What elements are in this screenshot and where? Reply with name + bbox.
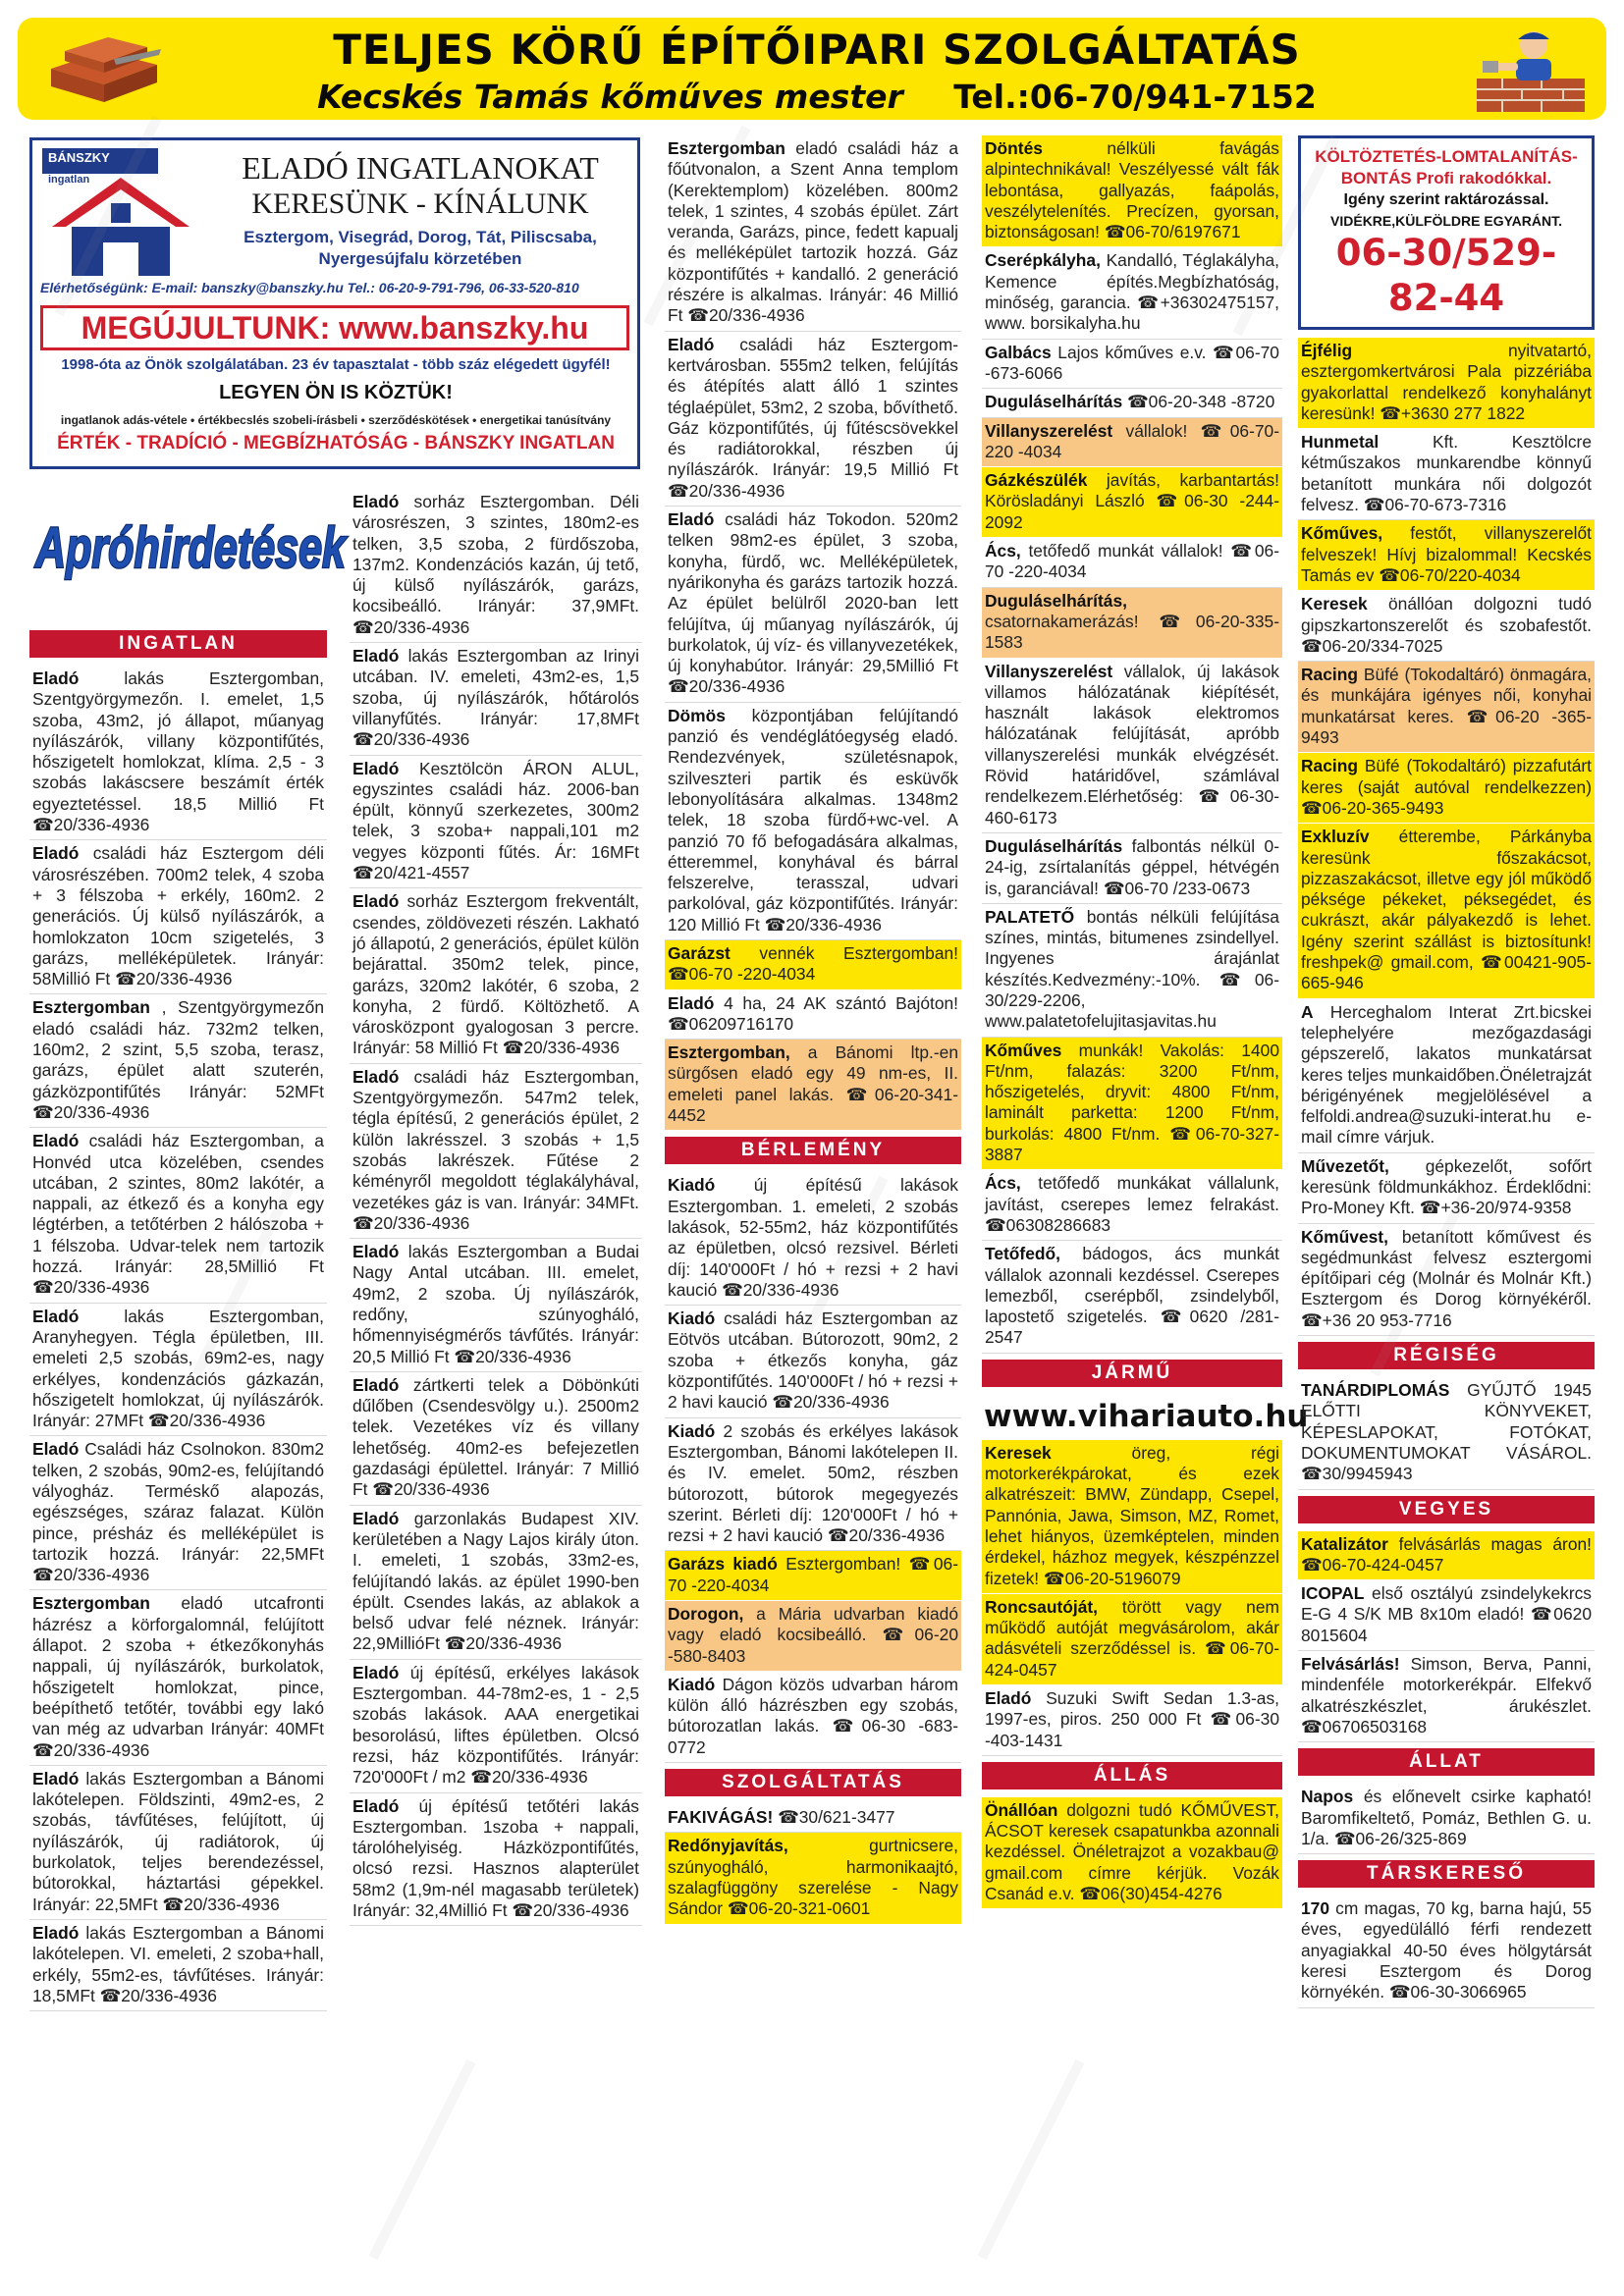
classified-ad [350,888,642,1063]
classified-ad [665,703,961,940]
ad-text: sorház Esztergomban. Déli városrészen, 3 szintes, 180m2-es telken, 3,5 szoba, 2 fürdőszoba, 137m2. Kondenzációs kazán, új tető, új külső nyílászárók, garázs, kocsibeálló. Irányár: 37,9MFt. ☎20/336-4936 [352,492,639,637]
ad-lead: Esztergomban [32,997,150,1018]
ad-text: munkák! Vakolás: 1400 Ft/nm, falazás: 3200 Ft/nm, hőszigetelés, dryvit: 4800 Ft/nm, laminált parketta: 1200 Ft/nm, burkolás: 4800 Ft/nm. ☎06-70-327-3887 [985,1040,1279,1165]
ad-lead: Eladó [32,1922,80,1943]
banner-subtitle [165,79,1469,116]
ad-text: a Mária udvarban kiadó vagy eladó kocsibeálló. ☎06-20 -580-8403 [668,1604,958,1666]
allas-list-2 [1298,338,1595,1336]
ad-lead: Exkluzív [1301,827,1370,847]
ad-text: új építésű tetőtéri lakás Esztergomban. 1szoba + nappali, tárolóhelyiség. Házközpontifűtés, olcsó rezsi. Hasznos alapterület 58m2 (1,9m-nél magasabb területek) Irányár: 32,4Millió Ft ☎20/336-4936 [352,1795,639,1920]
classified-ad [982,1685,1282,1756]
classified-ad [665,1804,961,1833]
banszky-logo-text: BÁNSZKY [48,150,110,165]
ad-lead: Villanyszerelést [985,661,1113,681]
classified-ad [29,840,327,994]
classified-ad [1298,662,1595,753]
classified-ad [665,1551,961,1601]
classified-ad [350,1660,642,1793]
banszky-website-link[interactable]: MEGÚJULTUNK: www.banszky.hu [40,305,629,350]
ad-text: családi ház Esztergom-kertvárosban. 555m2 telken, felújítás és átépítés alatt álló 1 szintes téglaépület, 53m2, 2 szoba, bővíthető. Gáz központifűtés, új fűtéscsövekkel és radiátorokkal, részben új nyílászárók. Irányár: 19,5 Millió Ft ☎20/336-4936 [668,334,958,501]
ad-text: ☎06-20-348 -8720 [1126,392,1275,412]
ad-text: Családi ház Csolnokon. 830m2 telken, 2 szobás, 90m2-es, felújítandó vályogház. Terméskő alapozás, egészséges, száraz falazat. Külön pince, présház és melléképület is tartozik hozzá. Irányár: 22,5MFt ☎20/336-4936 [32,1439,324,1585]
ad-lead: Keresek [985,1442,1052,1463]
ad-text: festőt, villanyszerelőt felveszek! Hívj bizalommal! Kecskés Tamás ev ☎06-70/220-4034 [1301,523,1592,585]
banszky-values: ÉRTÉK - TRADÍCIÓ - MEGBÍZHATÓSÁG - BÁNSZKY INGATLAN [57,433,615,454]
ad-text: családi ház Esztergom déli városrészében. 700m2 telek, 4 szoba + 3 félszoba + erkély, 160m2. 2 generációs. Új külső nyílászárók, a homlokzaton 10cm szigetelés, 3 garázs, melléképületek. Irányár: 58Millió Ft ☎20/336-4936 [32,843,324,989]
ad-lead: A [1301,1001,1314,1022]
ad-lead: Művezetőt, [1301,1155,1389,1176]
classified-ad [982,135,1282,247]
banszky-join: LEGYEN ÖN IS KÖZTÜK! [219,382,453,403]
ad-text: lakás Esztergomban, Aranyhegyen. Tégla épületben, III. emeleti 2,5 szobás, 69m2-es, nagy erkélyes, kondenzációs gázkazán, hőszigetelt homlokzat, új nyílászárók. Irányár: 27MFt ☎20/336-4936 [32,1306,324,1431]
ad-lead: Eladó [352,1795,400,1816]
column-2 [350,489,642,1926]
ad-lead: Hunmetal [1301,432,1380,453]
classified-ad [1298,999,1595,1153]
classified-ad [350,1064,642,1239]
ingatlan-list-1 [29,666,327,2011]
vegyes-list [1298,1531,1595,1743]
banner-phone: Tel.:06-70/941-7152 [953,78,1317,116]
koltoztetes-line1: KÖLTÖZTETÉS-LOMTALANÍTÁS-BONTÁS Profi rakodókkal. [1315,147,1578,187]
ad-text: lakás Esztergomban a Budai Nagy Antal utcában. III. emelet, 49m2, 2 szoba. Új nyílászárók, redőny, szúnyogháló, hőmennyiségmérős távfűtés. Irányár: 20,5 Millió Ft ☎20/336-4936 [352,1242,639,1366]
classified-ad [1298,1651,1595,1742]
ad-lead: Ács, [985,541,1021,561]
ad-text: 4 ha, 24 AK szántó Bajóton! ☎06209716170 [668,992,958,1034]
regiseg-list [1298,1377,1595,1489]
ad-lead: Eladó [668,992,715,1013]
column-3 [665,135,961,1925]
section-header-tarskereso: TÁRSKERESŐ [1298,1860,1595,1888]
allat-list [1298,1784,1595,1854]
ingatlan-list-2 [350,489,642,1926]
section-header-allat: ÁLLAT [1298,1748,1595,1776]
ad-lead: Garázs kiadó [668,1554,778,1575]
ad-lead: Eladó [352,646,400,667]
ad-text: lakás Esztergomban az Irinyi utcában. IV. emeleti, 43m2-es, 1,5 szoba, új nyílászárók, hőtárolós villanyfűtés. Irányár: 17,8MFt ☎20/336-4936 [352,646,639,750]
ad-text: eladó családi ház a főútvonalon, a Szent Anna templom (Kerektemplom) közelében. 800m2 telek, 1 szintes, 4 szobás épület. Zárt veranda, Garázs, pince, fedett kapualj és melléképület tartozik hozzá. Gáz központifűtés + kandalló. 2 generáció részére is alkalmas. Irányár: 46 Millió Ft ☎20/336-4936 [668,138,958,326]
classified-ad [982,1594,1282,1685]
classified-ad [982,904,1282,1038]
ad-lead: ICOPAL [1301,1583,1365,1604]
ad-text: javítás, karbantartás! Körösladányi László ☎06-30 -244-2092 [985,470,1279,532]
classified-ad [982,247,1282,339]
ad-text: gurtnicsere, szúnyogháló, harmonikaajtó, szalagfüggöny szerelése - Nagy Sándor ☎06-20-321-0601 [668,1836,958,1919]
banszky-heading1: ELADÓ INGATLANOKAT [242,150,599,186]
ad-text: új építésű lakások Esztergomban. 1. emeleti, 2 szobás lakások, 52-55m2, ház központifűtés az épületben, olcsó rezsivel. Bérleti díj: 140'000Ft / hó + rezsi + 2 havi kaució ☎20/336-4936 [668,1175,958,1300]
ad-text: nyitvatartó, esztergomkertvárosi Pala pizzériába gyakorlattal rendelkező konyhalányt keresünk! ☎+3630 277 1822 [1301,341,1592,423]
classified-ad [665,1040,961,1131]
ad-text: lakás Esztergomban, Szentgyörgymezőn. I. emelet, 1,5 szoba, 43m2, jó állapot, műanyag nyílászárók, villany központifűtés, hőszigetelt homlokzat, klíma. 2,5 - 3 szobás lakáscsere beszámít érték egyeztetéssel. 18,5 Millió Ft ☎20/336-4936 [32,668,324,835]
ad-lead: Keresek [1301,594,1368,614]
ad-text: Dágon közös udvarban három külön álló házrészben egy szobás, bútorozatlan lakás. ☎06-30 -683-0772 [668,1674,958,1757]
classified-ad [1298,1377,1595,1489]
banszky-heading2: KERESÜNK - KÍNÁLUNK [251,187,589,220]
ad-text: 2 szobás és erkélyes lakások Esztergomban, Bánomi lakótelepen II. és IV. emelet. 50m2, részben bútorozott, bútorok megegyezés szerint. Bérleti díj: 120'000Ft / hó + rezsi + 2 havi kaució ☎20/336-4936 [668,1420,958,1546]
ad-text: GYŰJTŐ 1945 ELŐTTI KÖNYVEKET, KÉPESLAPOKAT, FOTÓKAT, DOKUMENTUMOKAT VÁSÁROL. ☎30/9945943 [1301,1380,1592,1484]
section-header-vegyes: VEGYES [1298,1496,1595,1523]
classified-ad [665,1601,961,1672]
szolgaltatas-list-2 [982,135,1282,1354]
ad-lead: Eladó [352,492,400,511]
classified-ad [1298,753,1595,824]
classified-ad [1298,338,1595,429]
ad-text: központjában felújítandó panzió és vendéglátóegység eladó. Rendezvények, születésnapok, szilveszteri partik és esküvők lebonyolítására alkalmas. 1348m2 telek, 18 szoba fürdő+wc-vel. A panzió 70 fő befogadására alkalmas, étteremmel, konyhával és bárral felszerelve, terasszal, udvari parkolóval, gáz központifűtés. Irányár: 120 Millió Ft ☎20/336-4936 [668,705,958,934]
ad-lead: Eladó [352,1066,400,1087]
classified-ad [665,332,961,507]
ad-lead: Cserépkályha, [985,250,1101,271]
ad-lead: Roncsautóját, [985,1596,1098,1617]
classified-ad [665,1672,961,1763]
ad-lead: Galbács [985,342,1052,362]
ad-text: étterembe, Párkányba keresünk főszakácsot, pizzaszakácsot, illetve egy jól működő péksége pékeket, péksegédet, és cukrászt, akár pályakezdő is lehet. Igény szerint szállást is biztosítunk! freshpek@ gmail.com, ☎00421-905-665-946 [1301,827,1592,993]
column-5 [1298,135,1595,2008]
ad-text: Simson, Berva, Panni, mindenféle motorkerékpár. Elfekvő alkatrészkészlet, árukészlet. ☎06706503168 [1301,1654,1592,1736]
koltoztetes-phone: 06-30/529-82-44 [1335,232,1557,319]
jarmu-list [982,1440,1282,1756]
vihariauto-link[interactable]: www.vihariauto.hu [984,1398,1309,1434]
ingatlan-list-4 [665,940,961,1131]
ad-lead: Döntés [985,138,1043,158]
classified-ad [1298,429,1595,520]
ad-text: falbontás nélkül 0-24-ig, zsírtalanítás géppel, hétvégén is, garanciával! ☎06-70 /233-0673 [985,835,1279,898]
classified-ad [982,1038,1282,1171]
ad-lead: Esztergomban [668,138,785,158]
classified-ad [982,1440,1282,1594]
koltoztetes-ad [1298,135,1595,330]
allas-list-1 [982,1797,1282,1909]
classified-ad [982,467,1282,538]
classified-ad [982,538,1282,588]
section-header-jarmu: JÁRMŰ [982,1360,1282,1387]
classified-ad [1298,1580,1595,1651]
classified-ad [350,1793,642,1927]
ad-lead: TANÁRDIPLOMÁS [1301,1380,1450,1401]
bricklayer-icon [1473,24,1589,114]
ad-text: tetőfedő munkákat vállalunk, javítást, cserepes lemez felrakást. ☎06308286683 [985,1173,1279,1235]
house-logo-icon [42,148,205,280]
section-header-szolgaltatas: SZOLGÁLTATÁS [665,1769,961,1796]
classified-ad [350,489,642,643]
classified-ad [350,756,642,889]
classified-ad [1298,591,1595,662]
classified-ad [1298,1531,1595,1581]
banszky-since: 1998-óta az Önök szolgálatában. 23 év tapasztalat - több száz elégedett ügyfél! [61,356,611,373]
ad-lead: Eladó [352,758,400,778]
ad-lead: Kőműves [985,1040,1062,1060]
classified-ad [982,833,1282,904]
banszky-towns: Esztergom, Visegrád, Dorog, Tát, Piliscsaba, Nyergesújfalu körzetében [244,228,597,268]
ad-text: csatornakamerázás! ☎06-20-335-1583 [985,611,1279,653]
ad-lead: Éjfélig [1301,341,1353,360]
classified-ad [982,1170,1282,1241]
ad-lead: Gázkészülék [985,470,1088,491]
ad-lead: Esztergomban [32,1593,150,1614]
classified-ad [29,1304,327,1437]
ad-text: első osztályú zsindelykekrcs E-G 4 S/K MB 8x10m eladó! ☎0620 8015604 [1301,1583,1592,1645]
ad-lead: Eladó [352,1662,400,1682]
ad-lead: Eladó [32,1768,80,1789]
ad-lead: Katalizátor [1301,1533,1388,1554]
ad-text: Esztergomban! ☎06-70 -220-4034 [668,1554,958,1595]
ad-text: vennék Esztergomban! ☎06-70 -220-4034 [668,942,958,985]
ad-lead: Duguláselhárítás [985,835,1123,856]
ad-lead: Racing [1301,665,1358,685]
ad-lead: Eladó [352,891,400,912]
ad-lead: Eladó [32,843,80,864]
ad-text: , Szentgyörgymezőn eladó családi ház. 732m2 telken, 160m2, 2 szint, 5,5 szoba, terasz, garázs, épület alatt szuterén, gázközpontifűtés Irányár: 52MFt ☎20/336-4936 [32,997,324,1122]
ad-text: és előnevelt csirke kapható! Baromfikeltető, Pomáz, Bethlen G. u. 1/a. ☎06-26/325-869 [1301,1787,1592,1848]
ad-lead: Eladó [32,1131,80,1151]
ad-lead: Kőművest, [1301,1226,1388,1247]
ad-text: garzonlakás Budapest XIV. kerületében a Nagy Lajos király úton. I. emeleti, 1 szobás, 33m2-es, felújítandó lakás. az épület 1990-ben épült. Csendes lakás, az ablakok a belső udvar felé néznek. Irányár: 22,9MillióFt ☎20/336-4936 [352,1508,639,1654]
ad-lead: Racing [1301,756,1358,776]
classified-ad [1298,1784,1595,1854]
banszky-ad [29,137,640,469]
ad-lead: Dömös [668,705,726,725]
classified-ad [29,1436,327,1590]
section-header-ingatlan: INGATLAN [29,630,327,658]
ad-lead: Tetőfedő, [985,1244,1060,1264]
ad-lead: Kiadó [668,1420,716,1441]
ad-lead: Villanyszerelést [985,420,1113,441]
classified-ad [982,659,1282,833]
column-1 [29,624,327,2011]
classified-ad [1298,824,1595,998]
ad-lead: Eladó [32,1439,80,1460]
ad-lead: Kiadó [668,1674,716,1694]
banner-mason: Kecskés Tamás kőműves mester [317,78,903,116]
ad-text: lakás Esztergomban a Bánomi lakótelepen. VI. emeleti, 2 szoba+hall, erkély, 55m2-es, távfűtéses. Irányár: 18,5MFt ☎20/336-4936 [32,1922,324,2005]
column-4 [982,135,1309,1909]
classified-ad [1298,1224,1595,1336]
ad-lead: Önállóan [985,1799,1058,1820]
classified-ad [665,940,961,990]
ad-lead: Eladó [668,334,715,354]
ad-text: új építésű, erkélyes lakások Esztergomban. 44-78m2-es, 1 - 2,5 szobás lakások. AAA energetikai besorolású, liftes épületben. Olcsó rezsi, ház központifűtés. Irányár: 720'000Ft / m2 ☎20/336-4936 [352,1662,639,1788]
apro-title-text: Apróhirdetések [33,516,349,580]
ad-lead: 170 [1301,1898,1330,1919]
ad-lead: Napos [1301,1787,1354,1807]
classified-ad [665,1833,961,1924]
classified-ad [665,507,961,703]
classified-ad [1298,520,1595,591]
classified-ad [982,1241,1282,1353]
ad-text: nélküli favágás alpintechnikával! Veszélyessé vált fák lebontása, gallyazás, faápolás, veszélytelenítés. Precízen, gyorsan, biztonságosan! ☎06-70/6197671 [985,138,1279,242]
banszky-logo [42,148,205,286]
classified-ad [29,1128,327,1303]
classified-ad [350,1506,642,1660]
banszky-logo-sub: ingatlan [48,174,90,186]
classified-ad [29,666,327,840]
classified-ad [665,1418,961,1552]
classified-ad [665,135,961,332]
ad-text: családi ház Tokodon. 520m2 telken 98m2-es épület, 3 szoba, konyha, fürdő, wc. Melléképületek, nyárikonyha és garázs tartozik hozzá. Az épület belülről 2020-ban lett felújítva, új műanyag nyílászárók, új burkolatok, új víz- és villanyvezetékek, új konyhabútor. Irányár: 29,5Millió Ft ☎20/336-4936 [668,509,958,697]
berlemeny-list [665,1172,961,1763]
ad-text: gépkezelőt, sofőrt keresünk földmunkákhoz. Érdeklődni: Pro-Money Kft. ☎+36-20/974-9358 [1301,1155,1592,1218]
ad-lead: Kiadó [668,1308,716,1329]
ad-text: öreg, régi motorkerékpárokat, és ezek alkatrészeit: BMW, Zündapp, Csepel, Pannónia, Jawa, Simson, MZ, Romet, lehet hiányos, üzemképtelen, minden érdekel, házhoz megyek, készpénzzel fizetek! ☎06-20-5196079 [985,1442,1279,1588]
classified-ad [982,389,1282,417]
koltoztetes-line3: VIDÉKRE,KÜLFÖLDRE EGYARÁNT. [1330,213,1562,229]
ad-text: betanított kőművest és segédmunkást felvesz esztergomi építőipari cég (Molnár és Molnár Kft.) Esztergom és Dorog környékéről. ☎+36 20 953-7716 [1301,1226,1592,1330]
ad-text: vállalok! ☎06-70-220 -4034 [985,420,1279,461]
ad-text: Büfé (Tokodaltáró) pizzafutárt keres (saját autóval rendelkezzen) ☎06-20-365-9493 [1301,756,1592,818]
ad-lead: FAKIVÁGÁS! [668,1807,774,1828]
classified-ad [29,994,327,1128]
classified-ad [665,990,961,1041]
ad-text: bontás nélküli felújítása színes, mintás, bitumenes zsindellyel. Ingyenes árajánlat készítés.Kedvezmény:-10%. ☎06-30/229-2206, www.palatetofelujitasjavitas.hu [985,906,1279,1032]
ad-text: törött vagy nem működő autóját megvásárolom, akár adásvételi szerződéssel is. ☎06-70-424-0457 [985,1596,1279,1680]
bricks-icon [45,29,163,106]
ad-text: önállóan dolgozni tudó gipszkartonszerelőt és szobafestőt. ☎06-20/334-7025 [1301,594,1592,656]
ad-text: felvásárlás magas áron! ☎06-70-424-0457 [1301,1533,1592,1575]
header-banner [18,18,1606,120]
ad-text: cm magas, 70 kg, barna hajú, 55 éves, egyedülálló férfi rendezett anyagiakkal 40-50 éves hölgytársát keresi Esztergom és Dorog környékén. ☎06-30-3066965 [1301,1898,1592,2002]
ad-text: Herceghalom Interat Zrt.bicskei telephelyére mezőgazdasági gépszerelő, lakatos munkatársat keres teljes munkaidőben.Önéletrajzát bérigényének megjelölésével a felfoldi.andrea@suzuki-interat.hu e-mail címre várjuk. [1301,1001,1592,1148]
ad-text: Büfé (Tokodaltáró) önmagára, és munkájára igényes női, konyhai munkatársat keres. ☎06-20 -365-9493 [1301,665,1592,748]
ad-text: Lajos kőműves e.v. ☎06-70 -673-6066 [985,342,1279,383]
section-title-aprohirdetesek [29,491,353,589]
ad-text: tetőfedő munkát vállalok! ☎06-70 -220-4034 [985,541,1279,582]
classified-ad [665,1172,961,1306]
classified-ad [350,1239,642,1372]
section-header-berlemeny: BÉRLEMÉNY [665,1137,961,1164]
section-header-allas: ÁLLÁS [982,1762,1282,1789]
ad-lead: Ács, [985,1173,1021,1194]
ad-lead: Eladó [32,1306,80,1326]
ad-text: vállalok, új lakások villamos hálózatának kiépítését, használt lakások elektromos hálózatának felújítását, apróbb villanyszerelési munkák elvégzését. Rövid határidővel, számlával rendelkezem.Elérhetőség: ☎06-30-460-6173 [985,661,1279,828]
ad-lead: Duguláselhárítás [985,392,1123,412]
ad-lead: Eladó [352,1374,400,1395]
ad-lead: Kőműves, [1301,523,1383,544]
ad-lead: Duguláselhárítás, [985,590,1127,611]
ad-text: Kesztölcön ÁRON ALUL, egyszintes családi ház. 2006-ban épült, könnyű szerkezetes, 300m2 telek, 3 szoba+ nappali,101 m2 vegyes központi fűtés. Ár: 16MFt ☎20/421-4557 [352,758,639,883]
ad-text: sorház Esztergom frekventált, csendes, zöldövezeti részén. Lakható jó állapotú, 2 generációs, épület külön bejárattal. 350m2 telek, pince, garázs, 320m2 lakótér, 6 szoba, 2 konyha, 2 fürdő. Költözhető. A városközpont gyalogosan 3 percre. Irányár: 58 Millió Ft ☎20/336-4936 [352,891,639,1058]
ad-text: lakás Esztergomban a Bánomi lakótelepen. Földszinti, 49m2-es, 2 szobás, távfűtéses, felújított, új nyílászárók, új radiátorok, új burkolatok, teljes berendezéssel, bútorokkal, háztartási gépekkel. Irányár: 22,5MFt ☎20/336-4936 [32,1768,324,1914]
ad-text: Kft. Kesztölcre kétműszakos munkarendbe könnyű betanított munkára női dolgozót felvesz. ☎06-70-673-7316 [1301,432,1592,515]
banszky-contact: Elérhetőségünk: E-mail: banszky@banszky.hu Tel.: 06-20-9-791-796, 06-33-520-810 [40,280,579,295]
classified-ad [665,1306,961,1417]
ad-text: a Bánomi ltp.-en sürgősen eladó egy 49 nm-es, II. emeleti panel lakás. ☎06-20-341-4452 [668,1042,958,1126]
banszky-services: ingatlanok adás-vétele • értékbecslés szobeli-írásbeli • szerződéskötések • energetikai tanúsítvány [60,413,612,427]
classified-ad [1298,1896,1595,2007]
classified-ad [982,418,1282,468]
classified-ad [1298,1153,1595,1224]
ad-lead: Esztergomban, [668,1042,790,1063]
ad-lead: Eladó [352,1508,400,1528]
ad-text: zártkerti telek a Döbönkúti dűlőben (Csendesvölgy u.). 2500m2 telek. Vezetékes víz és villany lehetőség. 40m2-es befejezetlen gazdasági épülettel. Irányár: 7 Millió Ft ☎20/336-4936 [352,1374,639,1500]
ad-text: Suzuki Swift Sedan 1.3-as, 1997-es, piros. 250 000 Ft ☎06-30 -403-1431 [985,1688,1279,1750]
ad-lead: Felvásárlás! [1301,1654,1400,1675]
ad-text: családi ház Esztergomban, Szentgyörgymezőn. 547m2 telek, tégla építésű, 2 generációs épület, 2 külön lakrésszel. 3 szobás + 1,5 szobás lakrészek. Fűtése 2 kéményről megoldott téglakályhával, vezetékes gáz is van. Irányár: 34MFt. ☎20/336-4936 [352,1066,639,1233]
ad-lead: Eladó [985,1688,1032,1708]
banner-title: TELJES KÖRŰ ÉPÍTŐIPARI SZOLGÁLTATÁS [333,26,1301,74]
classified-ad [982,340,1282,390]
classified-ad [982,1797,1282,1909]
ad-lead: Eladó [668,509,715,530]
classified-ad [29,1590,327,1765]
ad-text: családi ház Esztergomban, a Honvéd utca közelében, csendes utcában, 2 szintes, 80m2 lakótér, a nappali, az étkező és a konyha egy légtérben, a tetőtérben 2 hálószoba + 1 félszoba. Udvar-telek nem tartozik hozzá. Irányár: 28,5Millió Ft ☎20/336-4936 [32,1131,324,1298]
classified-ad [350,1372,642,1506]
ad-lead: Kiadó [668,1175,716,1196]
ad-lead: PALATETŐ [985,906,1075,927]
koltoztetes-line2: Igény szerint raktározással. [1343,191,1549,208]
tarskereso-list [1298,1896,1595,2007]
ad-text: dolgozni tudó KŐMŰVEST, ÁCSOT keresek csapatunkba azonnali kezdéssel. Önéletrajzot a vozakbau@ gmail.com címre kérjük. Vozák Csanád e.v. ☎06(30)454-4276 [985,1799,1279,1904]
ad-text: családi ház Esztergomban az Eötvös utcában. Bútorozott, 90m2, 2 szoba + étkezős konyha, gáz központifűtés. 140'000Ft / hó + rezsi + 2 havi kaució ☎20/336-4936 [668,1308,958,1413]
ad-lead: Redőnyjavítás, [668,1836,788,1856]
classified-ad [29,1920,327,2011]
ad-lead: Eladó [352,1242,400,1262]
szolgaltatas-list-1 [665,1804,961,1924]
classified-ad [350,643,642,755]
ad-lead: Dorogon, [668,1604,744,1624]
classified-ad [29,1766,327,1920]
ad-text: Kandalló, Téglakályha, Kemence építés.Megbízhatóság, minőség, garancia. ☎+36302475157, www. borsikalyha.hu [985,250,1279,334]
classified-ad [982,588,1282,659]
ad-text: bádogos, ács munkát vállalok azonnali kezdéssel. Cserepes lemezből, cserépből, zsindelyből, lapostető szigetelés. ☎0620 /281-2547 [985,1244,1279,1348]
section-header-regiseg: RÉGISÉG [1298,1342,1595,1369]
ad-lead: Eladó [32,668,80,688]
ingatlan-list-3 [665,135,961,940]
ad-lead: Garázst [668,942,731,963]
ad-text: eladó utcafronti házrész a körforgalomnál, felújított állapot. 2 szoba + étkezőkonyhás nappali, új nyílászárók, burkolatok, hőszigetelt homlokzat, pince, beépíthető tetőtér, további egy lakó van még az udvarban Irányár: 40MFt ☎20/336-4936 [32,1593,324,1760]
ad-text: ☎30/621-3477 [778,1807,895,1828]
